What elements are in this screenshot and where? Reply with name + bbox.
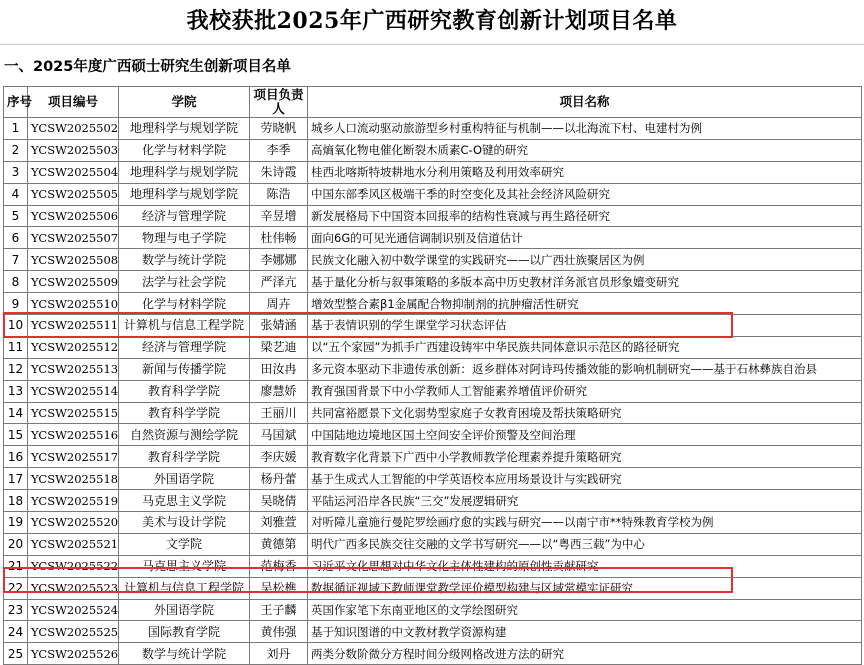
row-leader: 张婧涵 xyxy=(250,315,308,337)
table-row xyxy=(4,643,862,665)
table-row xyxy=(4,205,862,227)
row-code: YCSW2025522 xyxy=(28,555,119,577)
row-code: YCSW2025525 xyxy=(28,621,119,643)
row-college: 新闻与传播学院 xyxy=(119,358,250,380)
row-index: 4 xyxy=(4,183,28,205)
row-code: YCSW2025509 xyxy=(28,271,119,293)
table-row xyxy=(4,227,862,249)
row-project-name: 桂西北喀斯特坡耕地水分利用策略及利用效率研究 xyxy=(308,161,862,183)
row-college: 马克思主义学院 xyxy=(119,490,250,512)
table-row xyxy=(4,118,862,140)
row-index: 10 xyxy=(4,315,28,337)
row-index: 18 xyxy=(4,490,28,512)
row-index: 17 xyxy=(4,468,28,490)
table-row xyxy=(4,161,862,183)
row-leader: 田汝冉 xyxy=(250,358,308,380)
row-index: 22 xyxy=(4,577,28,599)
table-row xyxy=(4,271,862,293)
row-index: 11 xyxy=(4,336,28,358)
row-project-name: 共同富裕愿景下文化弱势型家庭子女教育困境及帮扶策略研究 xyxy=(308,402,862,424)
row-project-name: 基于量化分析与叙事策略的多版本高中历史教材洋务派官员形象嬗变研究 xyxy=(308,271,862,293)
row-college: 美术与设计学院 xyxy=(119,512,250,534)
row-college: 国际教育学院 xyxy=(119,621,250,643)
row-code: YCSW2025513 xyxy=(28,358,119,380)
row-college: 地理科学与规划学院 xyxy=(119,161,250,183)
table-row xyxy=(4,512,862,534)
row-index: 21 xyxy=(4,555,28,577)
row-leader: 杨丹蕾 xyxy=(250,468,308,490)
row-college: 自然资源与测绘学院 xyxy=(119,424,250,446)
row-project-name: 基于表情识别的学生课堂学习状态评估 xyxy=(308,315,862,337)
row-project-name: 面向6G的可见光通信调制识别及信道估计 xyxy=(308,227,862,249)
row-code: YCSW2025517 xyxy=(28,446,119,468)
row-project-name: 中国东部季风区极端干季的时空变化及其社会经济风险研究 xyxy=(308,183,862,205)
row-leader: 王丽川 xyxy=(250,402,308,424)
table-row xyxy=(4,490,862,512)
row-project-name: 数据循证视域下教师课堂教学评价模型构建与区域常模实证研究 xyxy=(308,577,862,599)
table-row xyxy=(4,424,862,446)
row-leader: 廖慧娇 xyxy=(250,380,308,402)
row-college: 化学与材料学院 xyxy=(119,293,250,315)
row-code: YCSW2025512 xyxy=(28,336,119,358)
row-leader: 杜伟畅 xyxy=(250,227,308,249)
row-leader: 黄伟强 xyxy=(250,621,308,643)
table-row xyxy=(4,315,862,337)
row-leader: 李庆媛 xyxy=(250,446,308,468)
row-project-name: 明代广西多民族交往交融的文学书写研究——以“粤西三载”为中心 xyxy=(308,533,862,555)
row-college: 教育科学学院 xyxy=(119,402,250,424)
row-project-name: 习近平文化思想对中华文化主体性建构的原创性贡献研究 xyxy=(308,555,862,577)
row-index: 3 xyxy=(4,161,28,183)
row-college: 地理科学与规划学院 xyxy=(119,183,250,205)
row-project-name: 新发展格局下中国资本回报率的结构性衰减与再生路径研究 xyxy=(308,205,862,227)
row-leader: 王子麟 xyxy=(250,599,308,621)
row-code: YCSW2025524 xyxy=(28,599,119,621)
table-row xyxy=(4,249,862,271)
row-college: 文学院 xyxy=(119,533,250,555)
header-project-name: 项目名称 xyxy=(308,87,862,118)
row-code: YCSW2025511 xyxy=(28,315,119,337)
row-college: 教育科学学院 xyxy=(119,446,250,468)
row-code: YCSW2025508 xyxy=(28,249,119,271)
row-code: YCSW2025505 xyxy=(28,183,119,205)
table-row xyxy=(4,402,862,424)
row-leader: 李季 xyxy=(250,139,308,161)
row-college: 地理科学与规划学院 xyxy=(119,118,250,140)
row-college: 马克思主义学院 xyxy=(119,555,250,577)
row-code: YCSW2025526 xyxy=(28,643,119,665)
header-leader: 项目负责人 xyxy=(250,87,308,118)
row-index: 19 xyxy=(4,512,28,534)
row-project-name: 教育强国背景下中小学教师人工智能素养增值评价研究 xyxy=(308,380,862,402)
row-college: 经济与管理学院 xyxy=(119,336,250,358)
row-project-name: 中国陆地边境地区国土空间安全评价预警及空间治理 xyxy=(308,424,862,446)
table-header-row xyxy=(4,87,862,118)
row-project-name: 两类分数阶微分方程时间分级网格改进方法的研究 xyxy=(308,643,862,665)
row-leader: 吴晓倩 xyxy=(250,490,308,512)
row-index: 15 xyxy=(4,424,28,446)
row-code: YCSW2025506 xyxy=(28,205,119,227)
row-index: 25 xyxy=(4,643,28,665)
table-row xyxy=(4,555,862,577)
row-code: YCSW2025503 xyxy=(28,139,119,161)
row-index: 8 xyxy=(4,271,28,293)
row-leader: 陈浩 xyxy=(250,183,308,205)
row-index: 24 xyxy=(4,621,28,643)
header-code: 项目编号 xyxy=(28,87,119,118)
row-college: 物理与电子学院 xyxy=(119,227,250,249)
row-index: 5 xyxy=(4,205,28,227)
row-college: 数学与统计学院 xyxy=(119,249,250,271)
row-college: 化学与材料学院 xyxy=(119,139,250,161)
row-index: 9 xyxy=(4,293,28,315)
row-index: 13 xyxy=(4,380,28,402)
row-leader: 朱诗霞 xyxy=(250,161,308,183)
table-row xyxy=(4,293,862,315)
row-index: 20 xyxy=(4,533,28,555)
row-project-name: 高熵氧化物电催化断裂木质素C-O键的研究 xyxy=(308,139,862,161)
row-college: 数学与统计学院 xyxy=(119,643,250,665)
table-row xyxy=(4,468,862,490)
row-leader: 辛昱增 xyxy=(250,205,308,227)
row-college: 教育科学学院 xyxy=(119,380,250,402)
row-college: 计算机与信息工程学院 xyxy=(119,577,250,599)
row-project-name: 增效型整合素β1金属配合物抑制剂的抗肿瘤活性研究 xyxy=(308,293,862,315)
project-table xyxy=(3,86,862,665)
row-index: 14 xyxy=(4,402,28,424)
row-project-name: 英国作家笔下东南亚地区的文学绘图研究 xyxy=(308,599,862,621)
table-row xyxy=(4,139,862,161)
table-row xyxy=(4,446,862,468)
row-project-name: 对听障儿童施行曼陀罗绘画疗愈的实践与研究——以南宁市**特殊教育学校为例 xyxy=(308,512,862,534)
row-index: 16 xyxy=(4,446,28,468)
page-title: 我校获批2025年广西研究教育创新计划项目名单 xyxy=(186,8,678,34)
row-college: 外国语学院 xyxy=(119,468,250,490)
row-project-name: 教育数字化背景下广西中小学教师教学伦理素养提升策略研究 xyxy=(308,446,862,468)
row-leader: 范梅香 xyxy=(250,555,308,577)
row-code: YCSW2025518 xyxy=(28,468,119,490)
row-leader: 刘雅萱 xyxy=(250,512,308,534)
row-code: YCSW2025515 xyxy=(28,402,119,424)
row-project-name: 基于知识图谱的中文教材教学资源构建 xyxy=(308,621,862,643)
row-code: YCSW2025510 xyxy=(28,293,119,315)
row-code: YCSW2025502 xyxy=(28,118,119,140)
table-row xyxy=(4,358,862,380)
row-leader: 马国斌 xyxy=(250,424,308,446)
row-project-name: 基于生成式人工智能的中学英语校本应用场景设计与实践研究 xyxy=(308,468,862,490)
row-leader: 劳晓帆 xyxy=(250,118,308,140)
header-index: 序号 xyxy=(4,87,28,118)
table-row xyxy=(4,533,862,555)
table-row xyxy=(4,380,862,402)
row-college: 经济与管理学院 xyxy=(119,205,250,227)
row-leader: 吴松樵 xyxy=(250,577,308,599)
row-leader: 刘丹 xyxy=(250,643,308,665)
row-index: 23 xyxy=(4,599,28,621)
row-code: YCSW2025516 xyxy=(28,424,119,446)
row-project-name: 多元资本驱动下非遗传承创新：返乡群体对阿诗玛传播效能的影响机制研究——基于石林彝族自治县 xyxy=(308,358,862,380)
table-row xyxy=(4,621,862,643)
row-index: 1 xyxy=(4,118,28,140)
row-college: 法学与社会学院 xyxy=(119,271,250,293)
row-project-name: 城乡人口流动驱动旅游型乡村重构特征与机制——以北海流下村、电建村为例 xyxy=(308,118,862,140)
row-leader: 梁艺迪 xyxy=(250,336,308,358)
header-college: 学院 xyxy=(119,87,250,118)
row-code: YCSW2025520 xyxy=(28,512,119,534)
row-code: YCSW2025519 xyxy=(28,490,119,512)
row-code: YCSW2025507 xyxy=(28,227,119,249)
table-row xyxy=(4,336,862,358)
table-row xyxy=(4,599,862,621)
row-project-name: 以“五个家园”为抓手广西建设铸牢中华民族共同体意识示范区的路径研究 xyxy=(308,336,862,358)
row-code: YCSW2025523 xyxy=(28,577,119,599)
table-row xyxy=(4,577,862,599)
row-index: 12 xyxy=(4,358,28,380)
row-index: 2 xyxy=(4,139,28,161)
title-divider xyxy=(0,44,864,45)
table-row xyxy=(4,183,862,205)
row-college: 外国语学院 xyxy=(119,599,250,621)
row-index: 7 xyxy=(4,249,28,271)
row-code: YCSW2025521 xyxy=(28,533,119,555)
row-index: 6 xyxy=(4,227,28,249)
row-project-name: 平陆运河沿岸各民族“三交”发展逻辑研究 xyxy=(308,490,862,512)
row-college: 计算机与信息工程学院 xyxy=(119,315,250,337)
section-title: 一、2025年度广西硕士研究生创新项目名单 xyxy=(4,59,291,75)
row-leader: 李娜娜 xyxy=(250,249,308,271)
row-leader: 严泽亢 xyxy=(250,271,308,293)
row-project-name: 民族文化融入初中数学课堂的实践研究——以广西壮族聚居区为例 xyxy=(308,249,862,271)
row-leader: 周卉 xyxy=(250,293,308,315)
row-leader: 黄德第 xyxy=(250,533,308,555)
row-code: YCSW2025514 xyxy=(28,380,119,402)
row-code: YCSW2025504 xyxy=(28,161,119,183)
